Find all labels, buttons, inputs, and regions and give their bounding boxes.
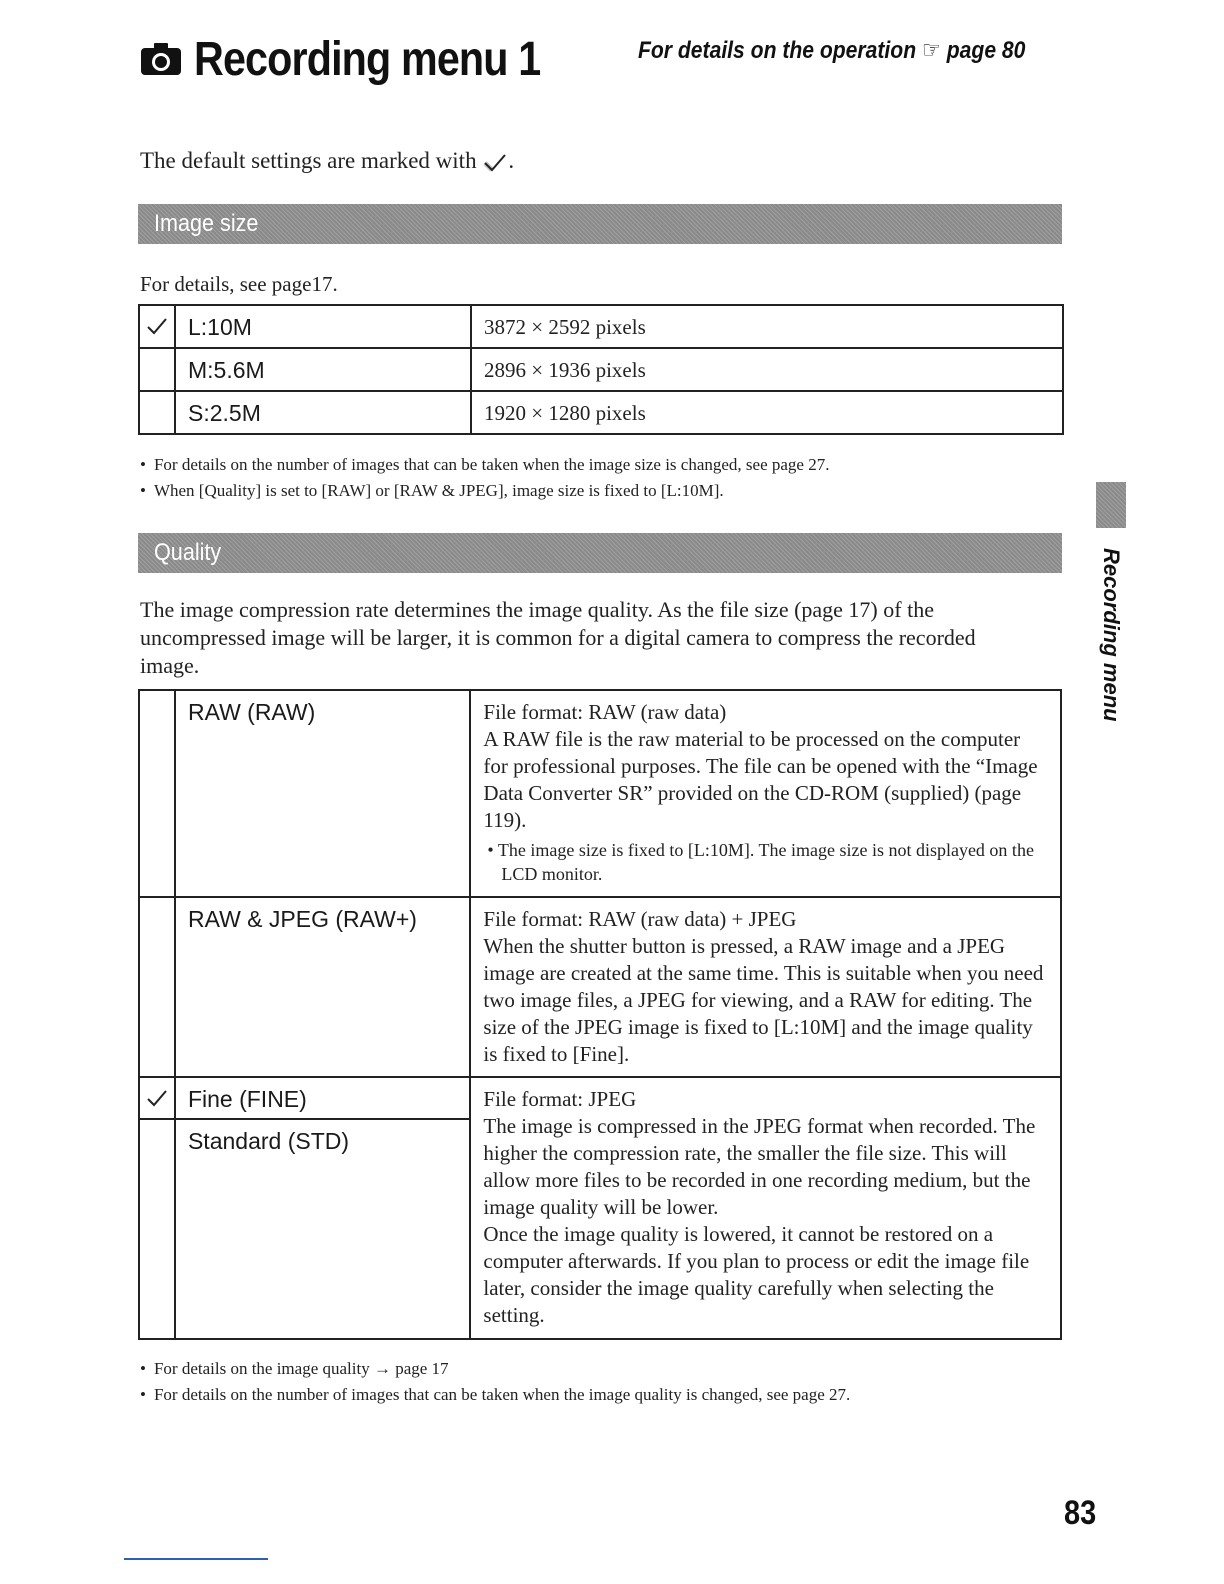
option-description bbox=[470, 1077, 1061, 1339]
option-label: M:5.6M bbox=[175, 348, 471, 391]
table-row bbox=[139, 348, 1063, 391]
side-tab-marker bbox=[1096, 482, 1126, 528]
default-check-icon bbox=[482, 152, 508, 174]
note-item: • When [Quality] is set to [RAW] or [RAW & JPEG], image size is fixed to [L:10M]. bbox=[140, 478, 829, 504]
note-item: • For details on the number of images that can be taken when the image quality is changed, see page 27. bbox=[140, 1382, 850, 1408]
file-format: File format: RAW (raw data) + JPEG bbox=[483, 907, 797, 931]
option-label: S:2.5M bbox=[175, 391, 471, 434]
file-format: File format: JPEG bbox=[483, 1087, 637, 1111]
description-text: Once the image quality is lowered, it cannot be restored on a computer afterwards. If you plan to process or edit the image file later, consider the image quality carefully when selecting the setting. bbox=[483, 1222, 1030, 1327]
default-check-icon bbox=[145, 316, 169, 338]
section-heading: Image size bbox=[154, 210, 259, 237]
description-text: A RAW file is the raw material to be processed on the computer for professional purposes. The file can be opened with the “Image Data Converter SR” provided on the CD-ROM (supplied) (page 119). bbox=[483, 727, 1038, 832]
side-tab-label: Recording menu bbox=[1099, 548, 1124, 722]
quality-notes bbox=[140, 1356, 850, 1408]
default-check-cell bbox=[139, 305, 175, 348]
description-text: When the shutter button is pressed, a RAW image and a JPEG image are created at the same time. This is suitable when you need two image files, a JPEG for viewing, and a RAW for editing. The size of the JPEG image is fixed to [L:10M] and the image quality is fixed to [Fine]. bbox=[483, 934, 1044, 1066]
section-bar-quality bbox=[138, 533, 1062, 573]
option-label: RAW & JPEG (RAW+) bbox=[175, 897, 470, 1077]
section-bar-image-size bbox=[138, 204, 1062, 244]
page-number: 83 bbox=[1064, 1494, 1097, 1532]
image-size-details: For details, see page17. bbox=[140, 272, 338, 296]
option-label: Standard (STD) bbox=[175, 1119, 470, 1339]
page-title bbox=[140, 24, 597, 94]
quality-table bbox=[138, 689, 1062, 1340]
section-heading: Quality bbox=[154, 539, 222, 566]
description-text: The image is compressed in the JPEG format when recorded. The higher the compression rate, the smaller the file size. This will allow more files to be recorded in one recording medium, but the image quality will be lower. bbox=[483, 1114, 1036, 1219]
option-label: RAW (RAW) bbox=[175, 690, 470, 897]
option-description bbox=[470, 897, 1061, 1077]
description-note: • The image size is fixed to [L:10M]. The image size is not displayed on the LCD monitor. bbox=[487, 840, 1034, 884]
table-row bbox=[139, 391, 1063, 434]
option-value: 2896 × 1936 pixels bbox=[471, 348, 1063, 391]
note-item: • For details on the number of images that can be taken when the image size is changed, see page 27. bbox=[140, 452, 829, 478]
file-format: File format: RAW (raw data) bbox=[483, 700, 727, 724]
option-label: L:10M bbox=[175, 305, 471, 348]
camera-icon bbox=[140, 42, 182, 76]
option-description bbox=[470, 690, 1061, 897]
note-item: • For details on the image quality → page 17 bbox=[140, 1356, 850, 1382]
default-check-cell bbox=[139, 1077, 175, 1119]
footer-divider bbox=[124, 1558, 268, 1560]
image-size-table bbox=[138, 304, 1064, 435]
default-note-text: The default settings are marked with bbox=[140, 148, 477, 173]
default-check-icon bbox=[145, 1088, 169, 1110]
default-note: The default settings are marked with . bbox=[140, 148, 515, 173]
title-text: Recording menu 1 bbox=[194, 32, 541, 86]
image-size-notes bbox=[140, 452, 829, 504]
option-label: Fine (FINE) bbox=[175, 1077, 470, 1119]
option-value: 3872 × 2592 pixels bbox=[471, 305, 1063, 348]
table-row bbox=[139, 305, 1063, 348]
table-row bbox=[139, 897, 1061, 1077]
table-row bbox=[139, 1077, 1061, 1119]
operation-reference: For details on the operation ☞ page 80 bbox=[638, 37, 1026, 64]
option-value: 1920 × 1280 pixels bbox=[471, 391, 1063, 434]
table-row bbox=[139, 690, 1061, 897]
quality-intro: The image compression rate determines the image quality. As the file size (page 17) of the uncompressed image will be larger, it is common for a digital camera to compress the recorded image. bbox=[140, 597, 976, 678]
